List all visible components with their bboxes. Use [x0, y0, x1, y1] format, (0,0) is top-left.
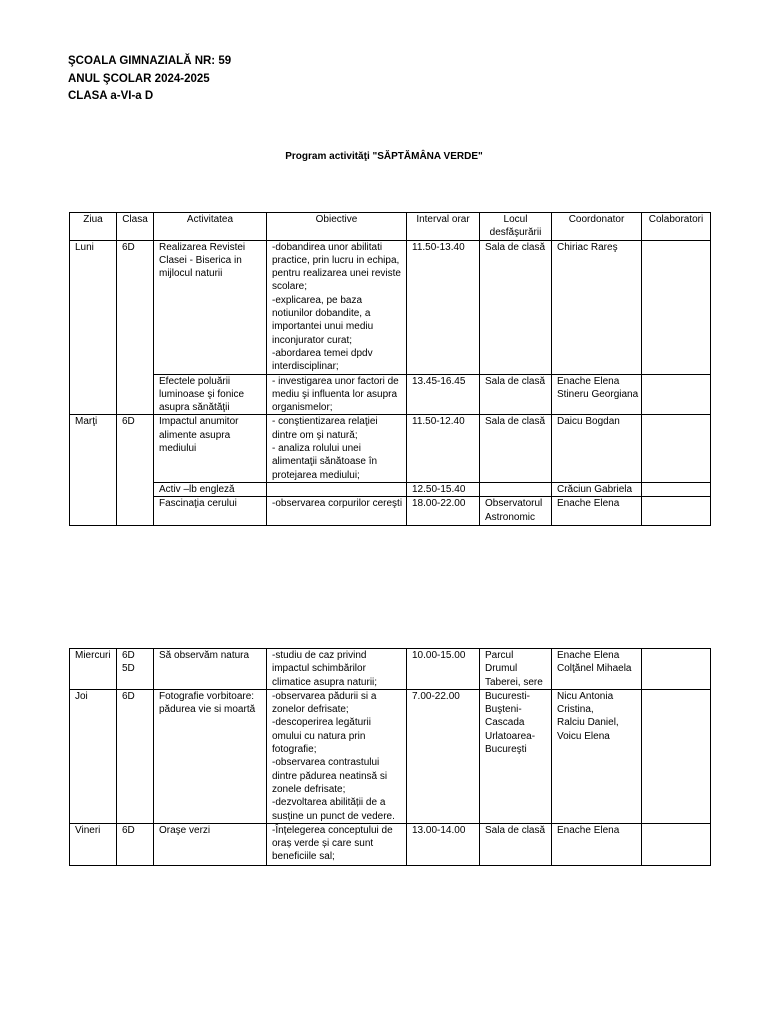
- table-row: [70, 497, 711, 526]
- schedule-table-1: [69, 212, 711, 526]
- collaborators-cell: [642, 240, 711, 374]
- class-cell: 6D 5D: [117, 649, 154, 690]
- table-row: [70, 415, 711, 482]
- table-row: [70, 482, 711, 496]
- schedule-table-2: [69, 648, 711, 866]
- coordinator-cell: Crăciun Gabriela: [552, 482, 642, 496]
- objectives-cell: - conştientizarea relaţiei dintre om şi natură; - analiza rolului unei alimentaţii sănătoase în protejarea mediului;: [267, 415, 407, 482]
- location-cell: Parcul Drumul Taberei, sere: [480, 649, 552, 690]
- table-row: [70, 240, 711, 374]
- coordinator-cell: Enache Elena: [552, 497, 642, 526]
- interval-cell: 10.00-15.00: [407, 649, 480, 690]
- objectives-cell: -studiu de caz privind impactul schimbărilor climatice asupra naturii;: [267, 649, 407, 690]
- header-class: Clasa: [117, 213, 154, 241]
- objectives-cell: -observarea pădurii si a zonelor defrisate; -descoperirea legăturii omului cu natura prin fotografie; -observarea contrastului dintre pădurea neatinsă si zonele defrisate; -dezvoltarea abilității de a susține un punct de vedere.: [267, 689, 407, 823]
- activity-cell: Oraşe verzi: [154, 823, 267, 865]
- table-header-row: [70, 213, 711, 241]
- location-cell: Sala de clasă: [480, 415, 552, 482]
- table-row: [70, 823, 711, 865]
- interval-cell: 12.50-15.40: [407, 482, 480, 496]
- collaborators-cell: [642, 689, 711, 823]
- table-row: [70, 689, 711, 823]
- location-cell: Bucuresti-Buşteni-Cascada Urlatoarea-Bucureşti: [480, 689, 552, 823]
- activity-cell: Impactul anumitor alimente asupra mediului: [154, 415, 267, 482]
- school-header: [68, 53, 231, 106]
- collaborators-cell: [642, 497, 711, 526]
- coordinator-cell: Daicu Bogdan: [552, 415, 642, 482]
- day-cell: Marţi: [70, 415, 117, 526]
- collaborators-cell: [642, 649, 711, 690]
- header-coordinator: Coordonator: [552, 213, 642, 241]
- location-cell: Sala de clasă: [480, 823, 552, 865]
- activity-cell: Fotografie vorbitoare: pădurea vie si moartă: [154, 689, 267, 823]
- coordinator-cell: Nicu Antonia Cristina, Ralciu Daniel, Voicu Elena: [552, 689, 642, 823]
- header-objectives: Obiective: [267, 213, 407, 241]
- interval-cell: 11.50-12.40: [407, 415, 480, 482]
- objectives-cell: - investigarea unor factori de mediu şi influenta lor asupra organismelor;: [267, 374, 407, 415]
- collaborators-cell: [642, 415, 711, 482]
- header-location: Locul desfăşurării: [480, 213, 552, 241]
- objectives-cell: -dobandirea unor abilitati practice, prin lucru in echipa, pentru realizarea unei reviste scolare; -explicarea, pe baza notiunilor dobandite, a importantei unui mediu inconjurator curat; -abordarea temei dpdv interdisciplinar;: [267, 240, 407, 374]
- objectives-cell: -Înțelegerea conceptului de oraș verde și care sunt beneficiile sal;: [267, 823, 407, 865]
- collaborators-cell: [642, 374, 711, 415]
- class-cell: 6D: [117, 415, 154, 526]
- header-collaborators: Colaboratori: [642, 213, 711, 241]
- class-name: CLASA a-VI-a D: [68, 90, 154, 102]
- day-cell: Joi: [70, 689, 117, 823]
- table-row: [70, 374, 711, 415]
- class-cell: 6D: [117, 689, 154, 823]
- location-cell: Sala de clasă: [480, 240, 552, 374]
- day-cell: Miercuri: [70, 649, 117, 690]
- header-day: Ziua: [70, 213, 117, 241]
- coordinator-cell: Enache Elena Colţănel Mihaela: [552, 649, 642, 690]
- header-interval: Interval orar: [407, 213, 480, 241]
- objectives-cell: -observarea corpurilor cereşti: [267, 497, 407, 526]
- class-cell: 6D: [117, 240, 154, 415]
- coordinator-cell: Enache Elena: [552, 823, 642, 865]
- location-cell: [480, 482, 552, 496]
- coordinator-cell: Enache Elena Stineru Georgiana: [552, 374, 642, 415]
- interval-cell: 11.50-13.40: [407, 240, 480, 374]
- activity-cell: Realizarea Revistei Clasei - Biserica in mijlocul naturii: [154, 240, 267, 374]
- interval-cell: 18.00-22.00: [407, 497, 480, 526]
- activity-cell: Efectele poluării luminoase şi fonice asupra sănătăţii: [154, 374, 267, 415]
- day-cell: Vineri: [70, 823, 117, 865]
- school-name: ŞCOALA GIMNAZIALĂ NR: 59: [68, 55, 232, 67]
- day-cell: Luni: [70, 240, 117, 415]
- objectives-cell: [267, 482, 407, 496]
- activity-cell: Fascinaţia cerului: [154, 497, 267, 526]
- table-row: [70, 649, 711, 690]
- header-activity: Activitatea: [154, 213, 267, 241]
- collaborators-cell: [642, 482, 711, 496]
- activity-cell: Activ –lb engleză: [154, 482, 267, 496]
- school-year: ANUL ŞCOLAR 2024-2025: [68, 72, 210, 85]
- location-cell: Sala de clasă: [480, 374, 552, 415]
- document-title: Program activităţi "SĂPTĂMÂNA VERDE": [285, 151, 483, 162]
- interval-cell: 13.00-14.00: [407, 823, 480, 865]
- activity-cell: Să observăm natura: [154, 649, 267, 690]
- collaborators-cell: [642, 823, 711, 865]
- interval-cell: 13.45-16.45: [407, 374, 480, 415]
- coordinator-cell: Chiriac Rareş: [552, 240, 642, 374]
- location-cell: Observatorul Astronomic: [480, 497, 552, 526]
- interval-cell: 7.00-22.00: [407, 689, 480, 823]
- class-cell: 6D: [117, 823, 154, 865]
